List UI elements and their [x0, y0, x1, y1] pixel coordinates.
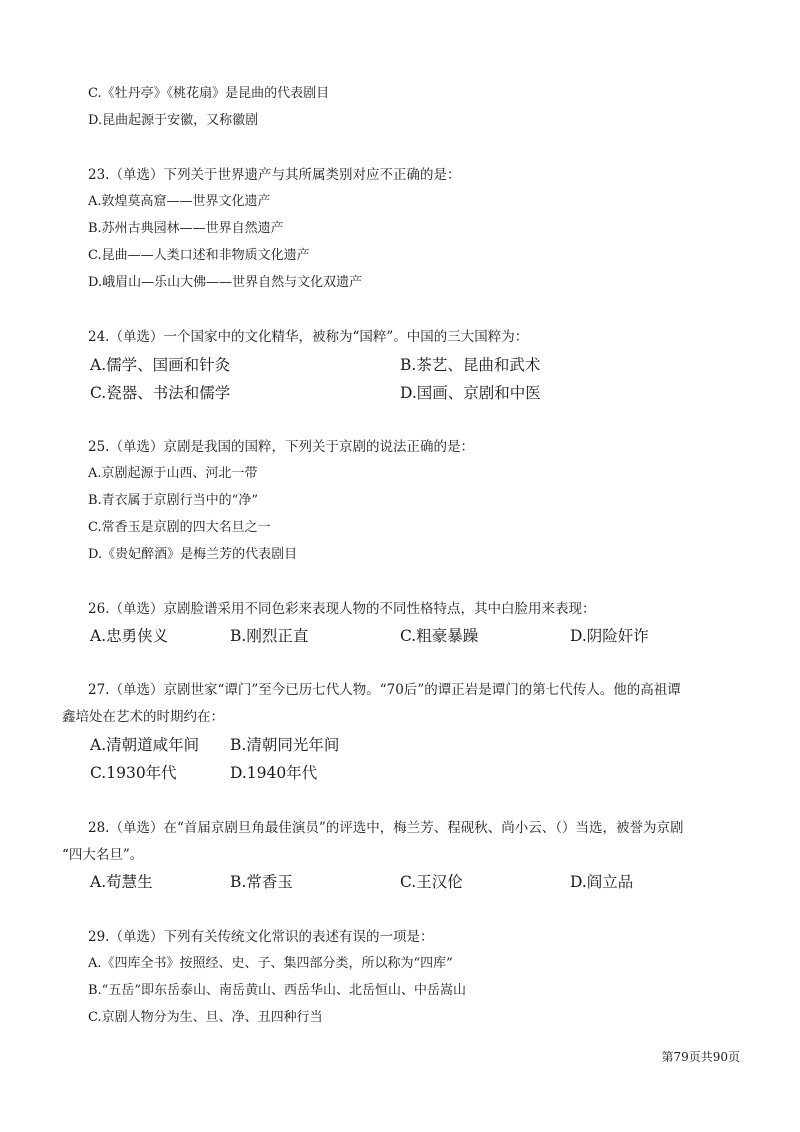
q26-option-d: D.阴险奸诈	[570, 627, 649, 645]
page-number: 第79页共90页	[661, 1050, 740, 1064]
q25-stem: 25.（单选）京剧是我国的国粹，下列关于京剧的说法正确的是：	[88, 439, 474, 455]
q23-option-b: B.苏州古典园林——世界自然遗产	[88, 221, 284, 236]
q28-option-c: C.王汉伦	[400, 873, 463, 891]
q26-option-a: A.忠勇侠义	[90, 627, 169, 645]
q25-option-c: C.常香玉是京剧的四大名旦之一	[88, 520, 271, 535]
q28-stem-line2: “四大名旦”。	[62, 847, 144, 863]
q24-option-a: A.儒学、国画和针灸	[90, 356, 231, 374]
q28-option-b: B.常香玉	[230, 873, 293, 891]
q24-option-c: C.瓷器、书法和儒学	[90, 384, 231, 402]
q27-option-c: C.1930年代	[90, 764, 177, 782]
q29-option-c: C.京剧人物分为生、旦、净、丑四种行当	[88, 1010, 323, 1025]
q27-option-d: D.1940年代	[230, 764, 318, 782]
q27-option-a: A.清朝道咸年间	[90, 736, 200, 754]
q28-option-d: D.阎立品	[570, 873, 634, 891]
q24-option-b: B.茶艺、昆曲和武术	[400, 356, 541, 374]
q26-stem: 26.（单选）京剧脸谱采用不同色彩来表现人物的不同性格特点，其中白脸用来表现：	[88, 601, 596, 617]
q27-option-b: B.清朝同光年间	[230, 736, 340, 754]
q25-option-b: B.青衣属于京剧行当中的“净”	[88, 493, 258, 508]
q22-option-d: D.昆曲起源于安徽，又称徽剧	[88, 113, 259, 128]
q28-stem-line1: 28.（单选）在“首届京剧旦角最佳演员”的评选中，梅兰芳、程砚秋、尚小云、（）当选，被誉为京剧	[88, 820, 684, 836]
q24-stem: 24.（单选）一个国家中的文化精华，被称为“国粹”。中国的三大国粹为：	[88, 329, 529, 345]
q22-option-c: C.《牡丹亭》《桃花扇》是昆曲的代表剧目	[88, 86, 330, 101]
q26-option-b: B.刚烈正直	[230, 627, 309, 645]
q25-option-d: D.《贵妃醉酒》是梅兰芳的代表剧目	[88, 547, 298, 562]
q24-option-d: D.国画、京剧和中医	[400, 384, 541, 402]
q23-option-c: C.昆曲——人类口述和非物质文化遗产	[88, 248, 310, 263]
q25-option-a: A.京剧起源于山西、河北一带	[88, 466, 258, 481]
q29-option-a: A.《四库全书》按照经、史、子、集四部分类，所以称为“四库”	[88, 956, 453, 971]
q29-stem: 29.（单选）下列有关传统文化常识的表述有误的一项是：	[88, 929, 434, 945]
q23-option-d: D.峨眉山—乐山大佛——世界自然与文化双遗产	[88, 275, 363, 290]
q27-stem-line2: 鑫培处在艺术的时期约在：	[62, 709, 224, 725]
q23-option-a: A.敦煌莫高窟——世界文化遗产	[88, 194, 271, 209]
q27-stem-line1: 27.（单选）京剧世家“谭门”至今已历七代人物。“70后”的谭正岩是谭门的第七代传人。他的高祖谭	[88, 682, 681, 698]
q23-stem: 23.（单选）下列关于世界遗产与其所属类别对应不正确的是：	[88, 167, 461, 183]
q28-option-a: A.荀慧生	[90, 873, 153, 891]
q29-option-b: B.“五岳”即东岳泰山、南岳黄山、西岳华山、北岳恒山、中岳嵩山	[88, 983, 466, 998]
q26-option-c: C.粗豪暴躁	[400, 627, 479, 645]
